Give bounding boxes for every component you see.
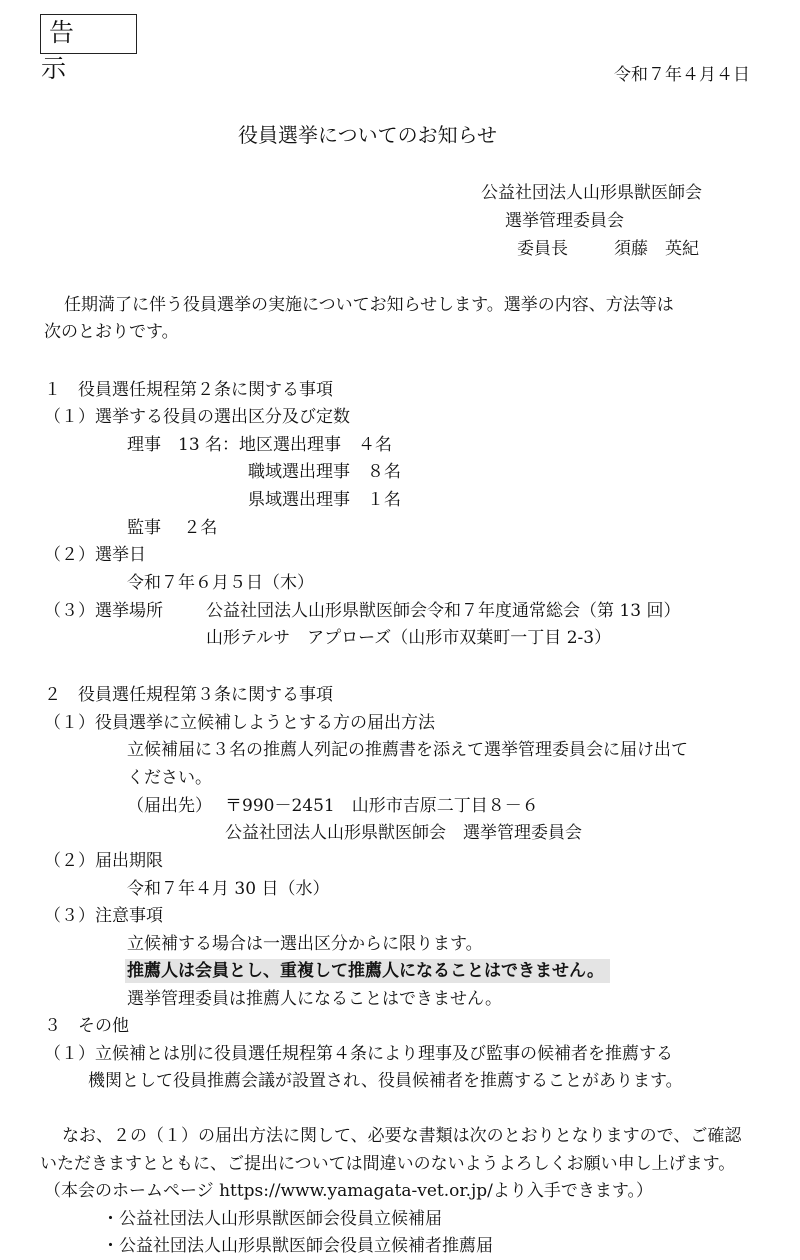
page-title: 役員選挙についてのお知らせ	[238, 123, 497, 147]
note-1: 立候補する場合は一選出区分からに限ります。	[127, 934, 483, 954]
section2-heading: ２ 役員選任規程第３条に関する事項	[44, 685, 333, 705]
section2-item1-label: （１）役員選挙に立候補しようとする方の届出方法	[44, 713, 435, 733]
intro-line-1: 任期満了に伴う役員選挙の実施についてお知らせします。選挙の内容、方法等は	[64, 295, 674, 315]
riji-occupation: 職域選出理事 ８名	[248, 462, 401, 482]
filing-dest-org: 公益社団法人山形県獣医師会 選挙管理委員会	[225, 823, 582, 843]
note-3: 選挙管理委員は推薦人になることはできません。	[127, 989, 503, 1009]
section1-heading: １ 役員選任規程第２条に関する事項	[44, 380, 333, 400]
kanji-count: 監事 ２名	[127, 518, 218, 538]
filing-dest-label: （届出先）	[127, 796, 212, 816]
venue-line-1: 公益社団法人山形県獣医師会令和７年度通常総会（第 13 回）	[206, 601, 681, 621]
section2-item2-label: （２）届出期限	[44, 851, 163, 871]
required-doc-1: ・公益社団法人山形県獣医師会役員立候補届	[102, 1209, 442, 1229]
venue-line-2: 山形テルサ アプローズ（山形市双葉町一丁目 2-3）	[206, 628, 612, 648]
section3-item1-line-1: （１）立候補とは別に役員選任規程第４条により理事及び監事の候補者を推薦する	[44, 1044, 673, 1064]
closing-line-3-homepage: （本会のホームページ https://www.yamagata-vet.or.jp/より入手できます。）	[44, 1181, 654, 1201]
notice-stamp: 告示	[40, 14, 137, 54]
issuer-committee: 選挙管理委員会	[505, 211, 624, 231]
riji-prefecture: 県域選出理事 １名	[248, 490, 401, 510]
filing-text-1: 立候補届に３名の推薦人列記の推薦書を添えて選挙管理委員会に届け出て	[127, 740, 688, 760]
section3-item1-line-2: 機関として役員推薦会議が設置され、役員候補者を推薦することがあります。	[88, 1071, 683, 1091]
section1-item2-label: （２）選挙日	[44, 545, 146, 565]
closing-line-2: いただきますとともに、ご提出については間違いのないようよろしくお願い申し上げます。	[40, 1154, 736, 1174]
filing-text-2: ください。	[127, 768, 212, 788]
intro-line-2: 次のとおりです。	[44, 322, 179, 342]
required-doc-2: ・公益社団法人山形県獣医師会役員立候補者推薦届	[102, 1236, 493, 1256]
section1-item1-label: （１）選挙する役員の選出区分及び定数	[44, 407, 350, 427]
election-date: 令和７年６月５日（木）	[127, 573, 314, 593]
issuer-chair-title: 委員長	[517, 239, 568, 259]
riji-district: 理事 13 名：地区選出理事 ４名	[127, 435, 393, 455]
section3-heading: ３ その他	[44, 1016, 129, 1036]
issuer-chair-name: 須藤 英紀	[614, 239, 699, 259]
section2-item3-label: （３）注意事項	[44, 906, 163, 926]
filing-deadline: 令和７年４月 30 日（水）	[127, 879, 330, 899]
note-2-highlighted: 推薦人は会員とし、重複して推薦人になることはできません。	[125, 959, 610, 983]
filing-dest-address: 〒990－2451 山形市吉原二丁目８－６	[225, 796, 539, 816]
issuer-org: 公益社団法人山形県獣医師会	[481, 183, 702, 203]
closing-line-1: なお、２の（１）の届出方法に関して、必要な書類は次のとおりとなりますので、ご確認	[62, 1126, 742, 1146]
notice-date: 令和７年４月４日	[614, 65, 750, 85]
section1-item3-label: （３）選挙場所	[44, 601, 163, 621]
